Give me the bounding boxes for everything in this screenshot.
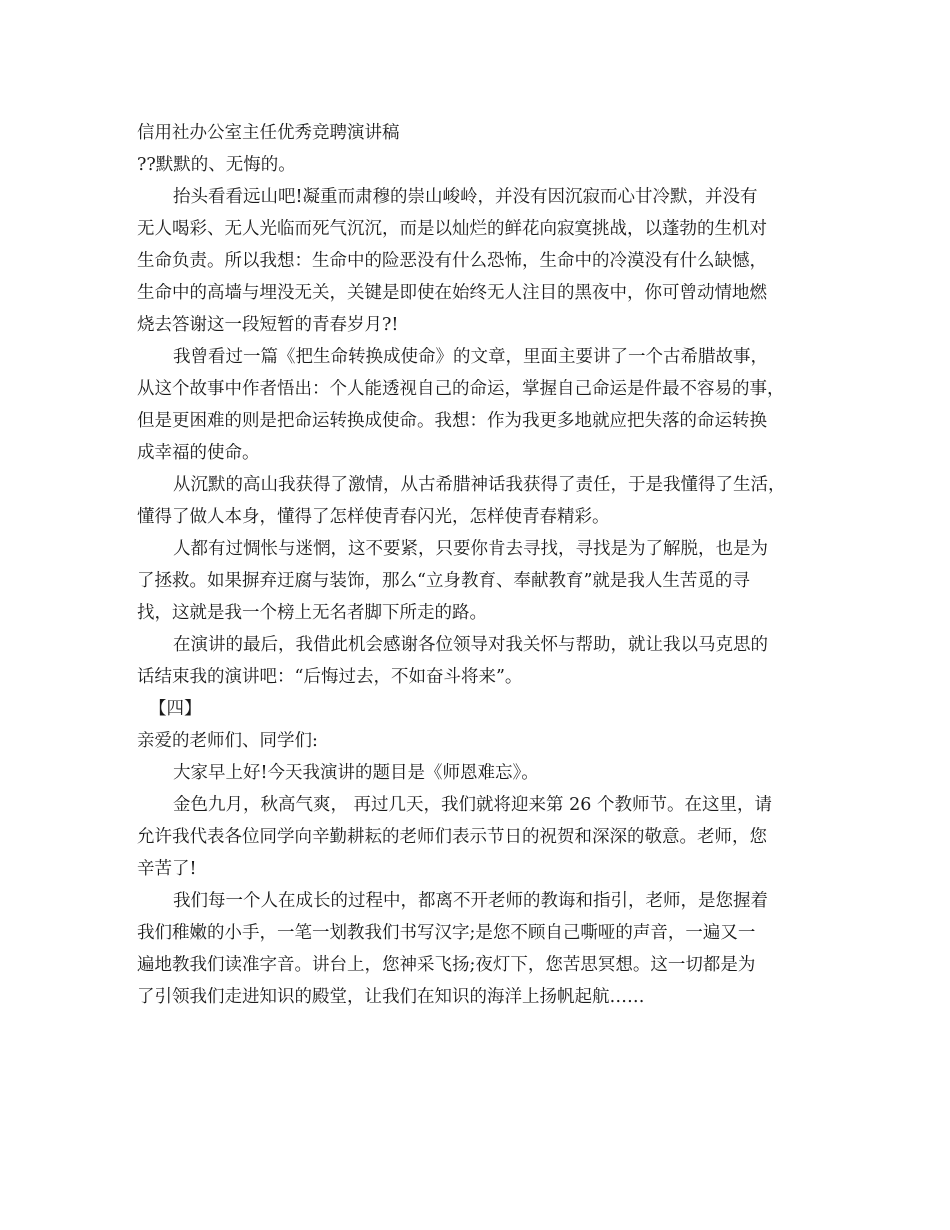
text-line: 无人喝彩、无人光临而死气沉沉，而是以灿烂的鲜花向寂寞挑战，以蓬勃的生机对 (137, 219, 767, 239)
text-line: 人都有过惆怅与迷惘，这不要紧，只要你肯去寻找，寻找是为了解脱，也是为 (173, 539, 768, 559)
section-heading: 【四】 (149, 699, 202, 719)
text-line: 我曾看过一篇《把生命转换成使命》的文章，里面主要讲了一个古希腊故事， (173, 347, 768, 367)
text-line: 我们稚嫩的小手，一笔一划教我们书写汉字;是您不顾自己嘶哑的声音，一遍又一 (137, 923, 756, 943)
document-title: 信用社办公室主任优秀竞聘演讲稿 (137, 123, 400, 143)
text-line: 但是更困难的则是把命运转换成使命。我想：作为我更多地就应把失落的命运转换 (137, 411, 767, 431)
document-body (137, 117, 827, 1013)
text-line: 遍地教我们读准字音。讲台上，您神采飞扬;夜灯下，您苦思冥想。这一切都是为 (137, 955, 756, 975)
text-line: 抬头看看远山吧!凝重而肃穆的崇山峻岭，并没有因沉寂而心甘冷默，并没有 (173, 187, 758, 207)
text-line: ??默默的、无悔的。 (137, 155, 296, 175)
text-line: 大家早上好!今天我演讲的题目是《师恩难忘》。 (173, 763, 539, 783)
text-line: 了拯救。如果摒弃迂腐与装饰，那么“立身教育、奉献教育”就是我人生苦觅的寻 (137, 571, 750, 591)
text-line: 从这个故事中作者悟出：个人能透视自己的命运，掌握自己命运是件最不容易的事， (137, 379, 785, 399)
text-line: 生命负责。所以我想：生命中的险恶没有什么恐怖，生命中的冷漠没有什么缺憾， (137, 251, 767, 271)
text-line: 金色九月，秋高气爽， 再过几天，我们就将迎来第 26 个教师节。在这里，请 (173, 795, 772, 815)
text-line: 成幸福的使命。 (137, 443, 260, 463)
text-line: 找，这就是我一个榜上无名者脚下所走的路。 (137, 603, 487, 623)
text-line: 生命中的高墙与埋没无关，关键是即使在始终无人注目的黑夜中，你可曾动情地燃 (137, 283, 767, 303)
text-line: 辛苦了! (137, 859, 197, 879)
text-line: 允许我代表各位同学向辛勤耕耘的老师们表示节日的祝贺和深深的敬意。老师，您 (137, 827, 767, 847)
text-line: 在演讲的最后，我借此机会感谢各位领导对我关怀与帮助，就让我以马克思的 (173, 635, 768, 655)
text-line: 我们每一个人在成长的过程中，都离不开老师的教诲和指引，老师，是您握着 (173, 891, 768, 911)
text-line: 话结束我的演讲吧：“后悔过去，不如奋斗将来”。 (137, 667, 523, 687)
text-line: 从沉默的高山我获得了激情，从古希腊神话我获得了责任，于是我懂得了生活， (173, 475, 786, 495)
text-line: 了引领我们走进知识的殿堂，让我们在知识的海洋上扬帆起航…… (137, 987, 645, 1007)
text-line: 亲爱的老师们、同学们: (137, 731, 318, 751)
text-line: 烧去答谢这一段短暂的青春岁月?! (137, 315, 399, 335)
text-line: 懂得了做人本身，懂得了怎样使青春闪光，怎样使青春精彩。 (137, 507, 610, 527)
